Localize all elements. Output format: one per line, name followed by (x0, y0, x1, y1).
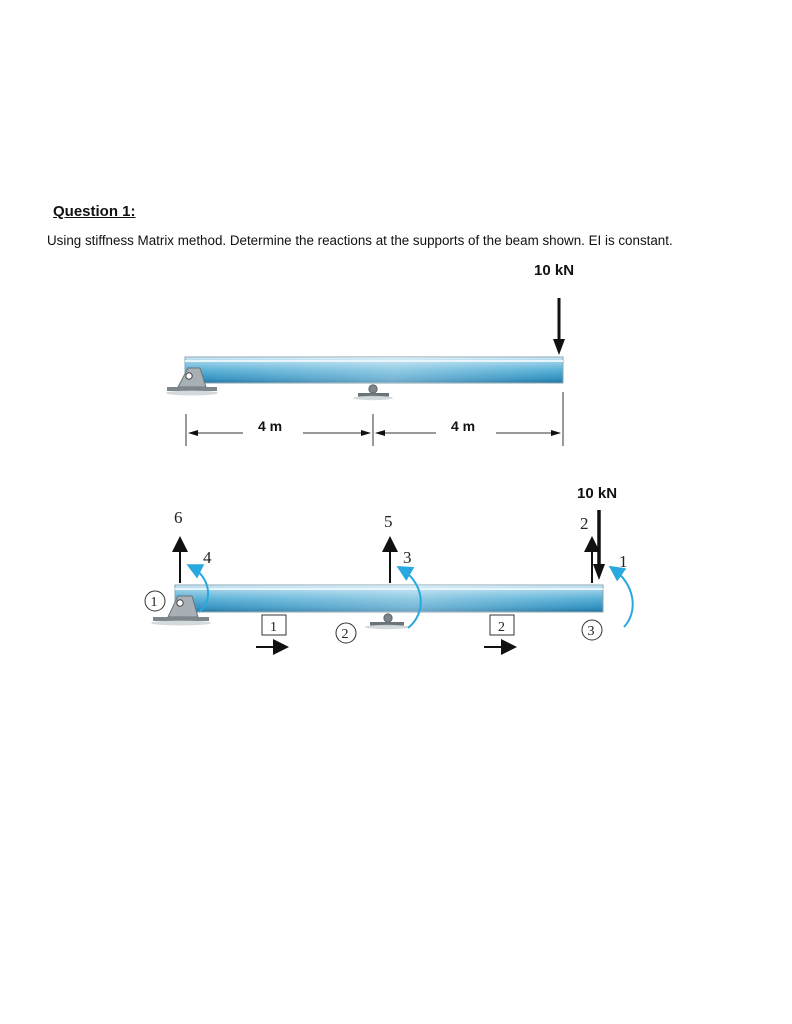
roller-support-node-2 (365, 614, 409, 629)
dof-label-1: 1 (619, 552, 628, 571)
dof-label-2: 2 (580, 514, 589, 533)
bottom-load-label: 10 kN (577, 485, 618, 502)
member-label-2 (484, 615, 515, 647)
dof-label-5: 5 (384, 512, 393, 531)
question-title: Question 1: (53, 203, 136, 220)
roller-support (353, 385, 393, 400)
node-label-1 (145, 591, 165, 611)
bottom-beam-figure (145, 485, 633, 647)
svg-text:1: 1 (150, 595, 158, 610)
top-beam-figure (166, 262, 574, 446)
dof-label-3: 3 (403, 548, 412, 567)
dof-label-4: 4 (203, 548, 212, 567)
top-load-label: 10 kN (534, 262, 575, 279)
span-2-label: 4 m (451, 418, 476, 434)
svg-text:2: 2 (341, 627, 349, 642)
member-label-1 (256, 615, 287, 647)
svg-text:2: 2 (498, 620, 505, 635)
node-label-3 (582, 620, 602, 640)
dof-label-6: 6 (174, 508, 183, 527)
span-1-label: 4 m (258, 418, 283, 434)
node-label-2 (336, 623, 356, 643)
svg-text:3: 3 (587, 624, 595, 639)
svg-text:1: 1 (270, 620, 277, 635)
question-text: Using stiffness Matrix method. Determine the reactions at the supports of the beam shown. EI is constant. (47, 233, 673, 248)
dof-1-moment-arrow (612, 568, 633, 627)
